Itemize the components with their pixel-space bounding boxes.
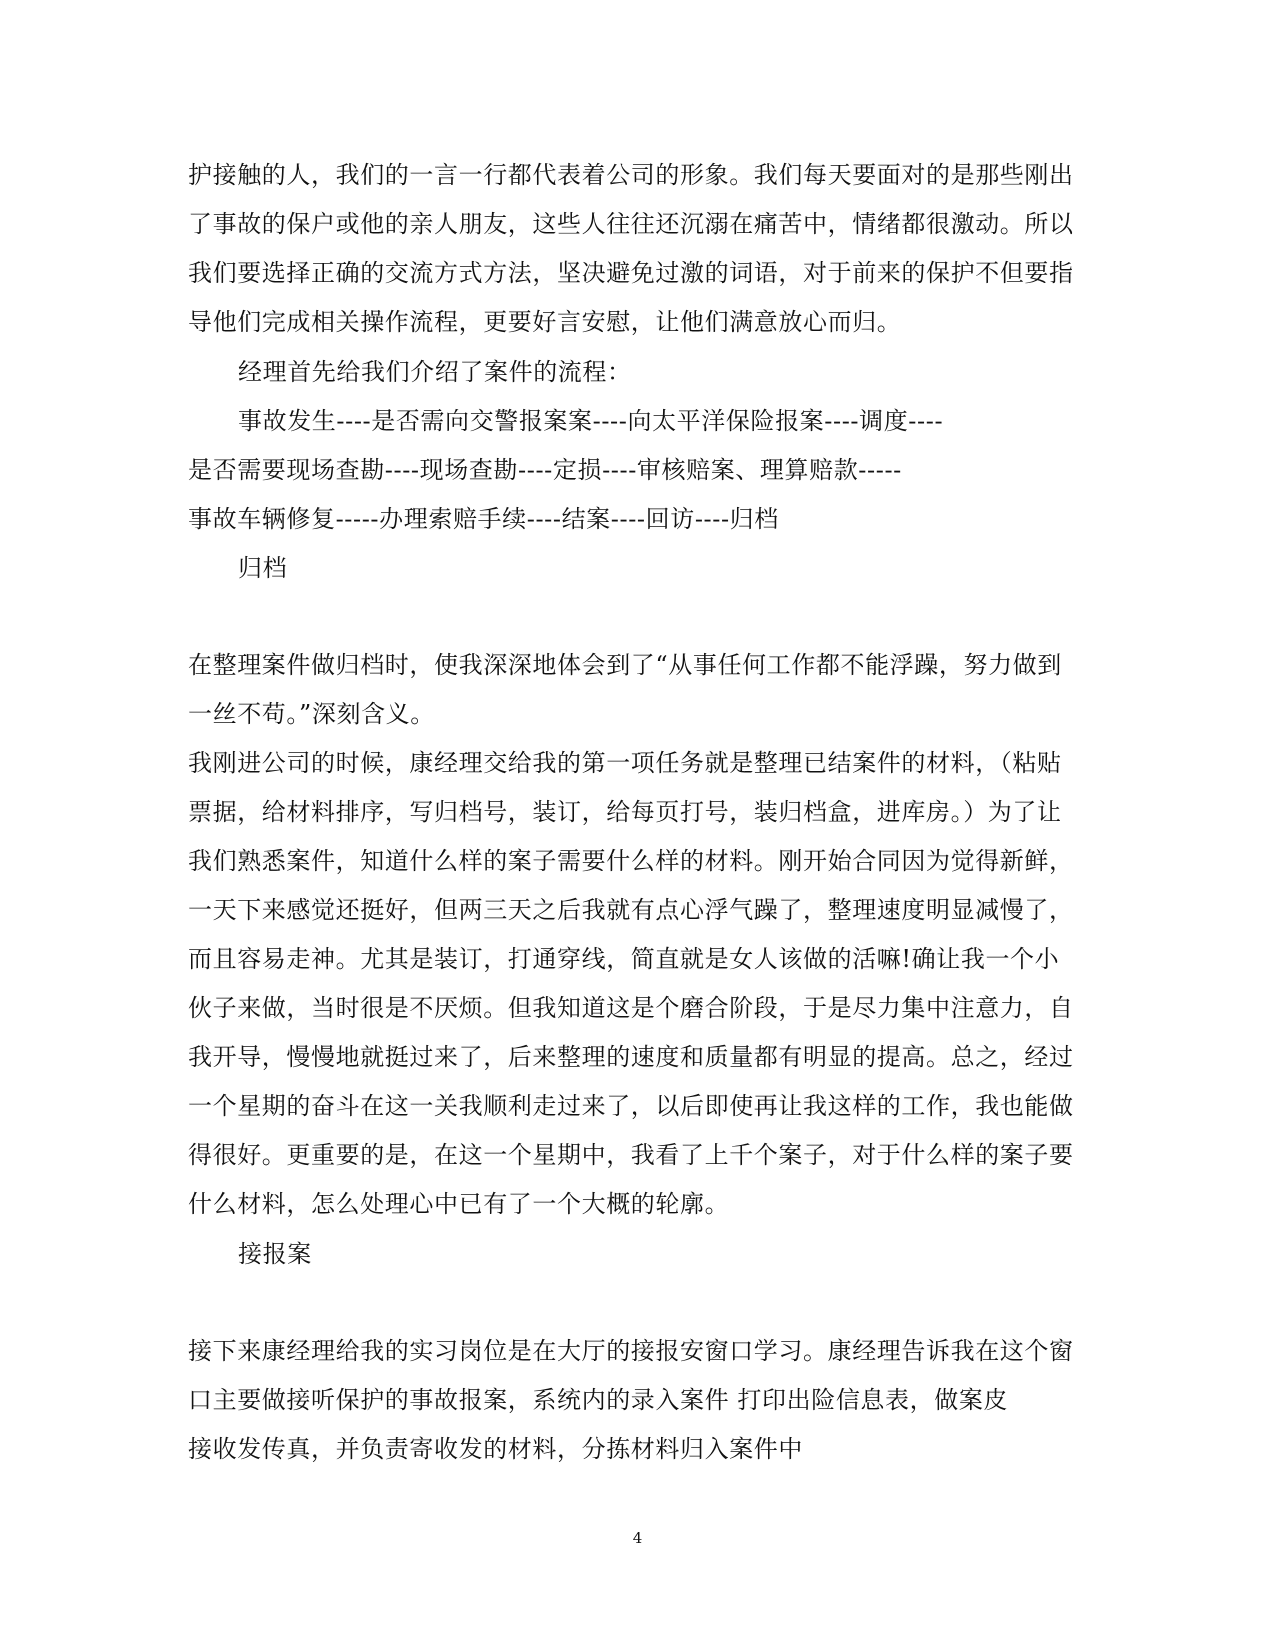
page-number: 4 [632, 1529, 643, 1547]
section-heading-archive: 归档 [238, 554, 288, 582]
text-line: 护接触的人，我们的一言一行都代表着公司的形象。我们每天要面对的是那些刚出 [188, 161, 1074, 189]
text-line: 我们要选择正确的交流方式方法，坚决避免过激的词语，对于前来的保护不但要指 [188, 259, 1074, 287]
text-line: 什么材料，怎么处理心中已有了一个大概的轮廓。 [188, 1190, 730, 1218]
text-line: 一天下来感觉还挺好，但两三天之后我就有点心浮气躁了，整理速度明显减慢了， [188, 896, 1074, 924]
process-flow-line: 事故车辆修复-----办理索赔手续----结案----回访----归档 [188, 505, 779, 533]
text-line: 口主要做接听保护的事故报案，系统内的录入案件 打印出险信息表，做案皮 [188, 1386, 1009, 1414]
process-flow-line: 事故发生----是否需向交警报案案----向太平洋保险报案----调度---- [238, 407, 944, 435]
text-line: 接收发传真，并负责寄收发的材料，分拣材料归入案件中 [188, 1435, 803, 1463]
process-flow-line: 是否需要现场查勘----现场查勘----定损----审核赔案、理算赔款----- [188, 456, 902, 484]
text-line: 得很好。更重要的是，在这一个星期中，我看了上千个案子，对于什么样的案子要 [188, 1141, 1074, 1169]
text-line: 接下来康经理给我的实习岗位是在大厅的接报安窗口学习。康经理告诉我在这个窗 [188, 1337, 1074, 1365]
text-line: 伙子来做，当时很是不厌烦。但我知道这是个磨合阶段，于是尽力集中注意力，自 [188, 994, 1074, 1022]
text-line: 我刚进公司的时候，康经理交给我的第一项任务就是整理已结案件的材料，（粘贴 [188, 749, 1062, 777]
text-line: 了事故的保户或他的亲人朋友，这些人往往还沉溺在痛苦中，情绪都很激动。所以 [188, 210, 1074, 238]
text-line: 经理首先给我们介绍了案件的流程： [238, 358, 632, 386]
text-line: 导他们完成相关操作流程，更要好言安慰，让他们满意放心而归。 [188, 308, 902, 336]
text-line: 票据，给材料排序，写归档号，装订，给每页打号，装归档盒，进库房。）为了让 [188, 798, 1062, 826]
text-line: 而且容易走神。尤其是装订，打通穿线，简直就是女人该做的活嘛!确让我一个小 [188, 945, 1060, 973]
text-line: 我们熟悉案件，知道什么样的案子需要什么样的材料。刚开始合同因为觉得新鲜， [188, 847, 1074, 875]
text-line: 一丝不苟。”深刻含义。 [188, 700, 435, 728]
section-heading-report: 接报案 [238, 1240, 312, 1268]
text-line: 一个星期的奋斗在这一关我顺利走过来了，以后即使再让我这样的工作，我也能做 [188, 1092, 1074, 1120]
text-line: 我开导，慢慢地就挺过来了，后来整理的速度和质量都有明显的提高。总之，经过 [188, 1043, 1074, 1071]
text-line: 在整理案件做归档时，使我深深地体会到了“从事任何工作都不能浮躁，努力做到 [188, 651, 1062, 679]
